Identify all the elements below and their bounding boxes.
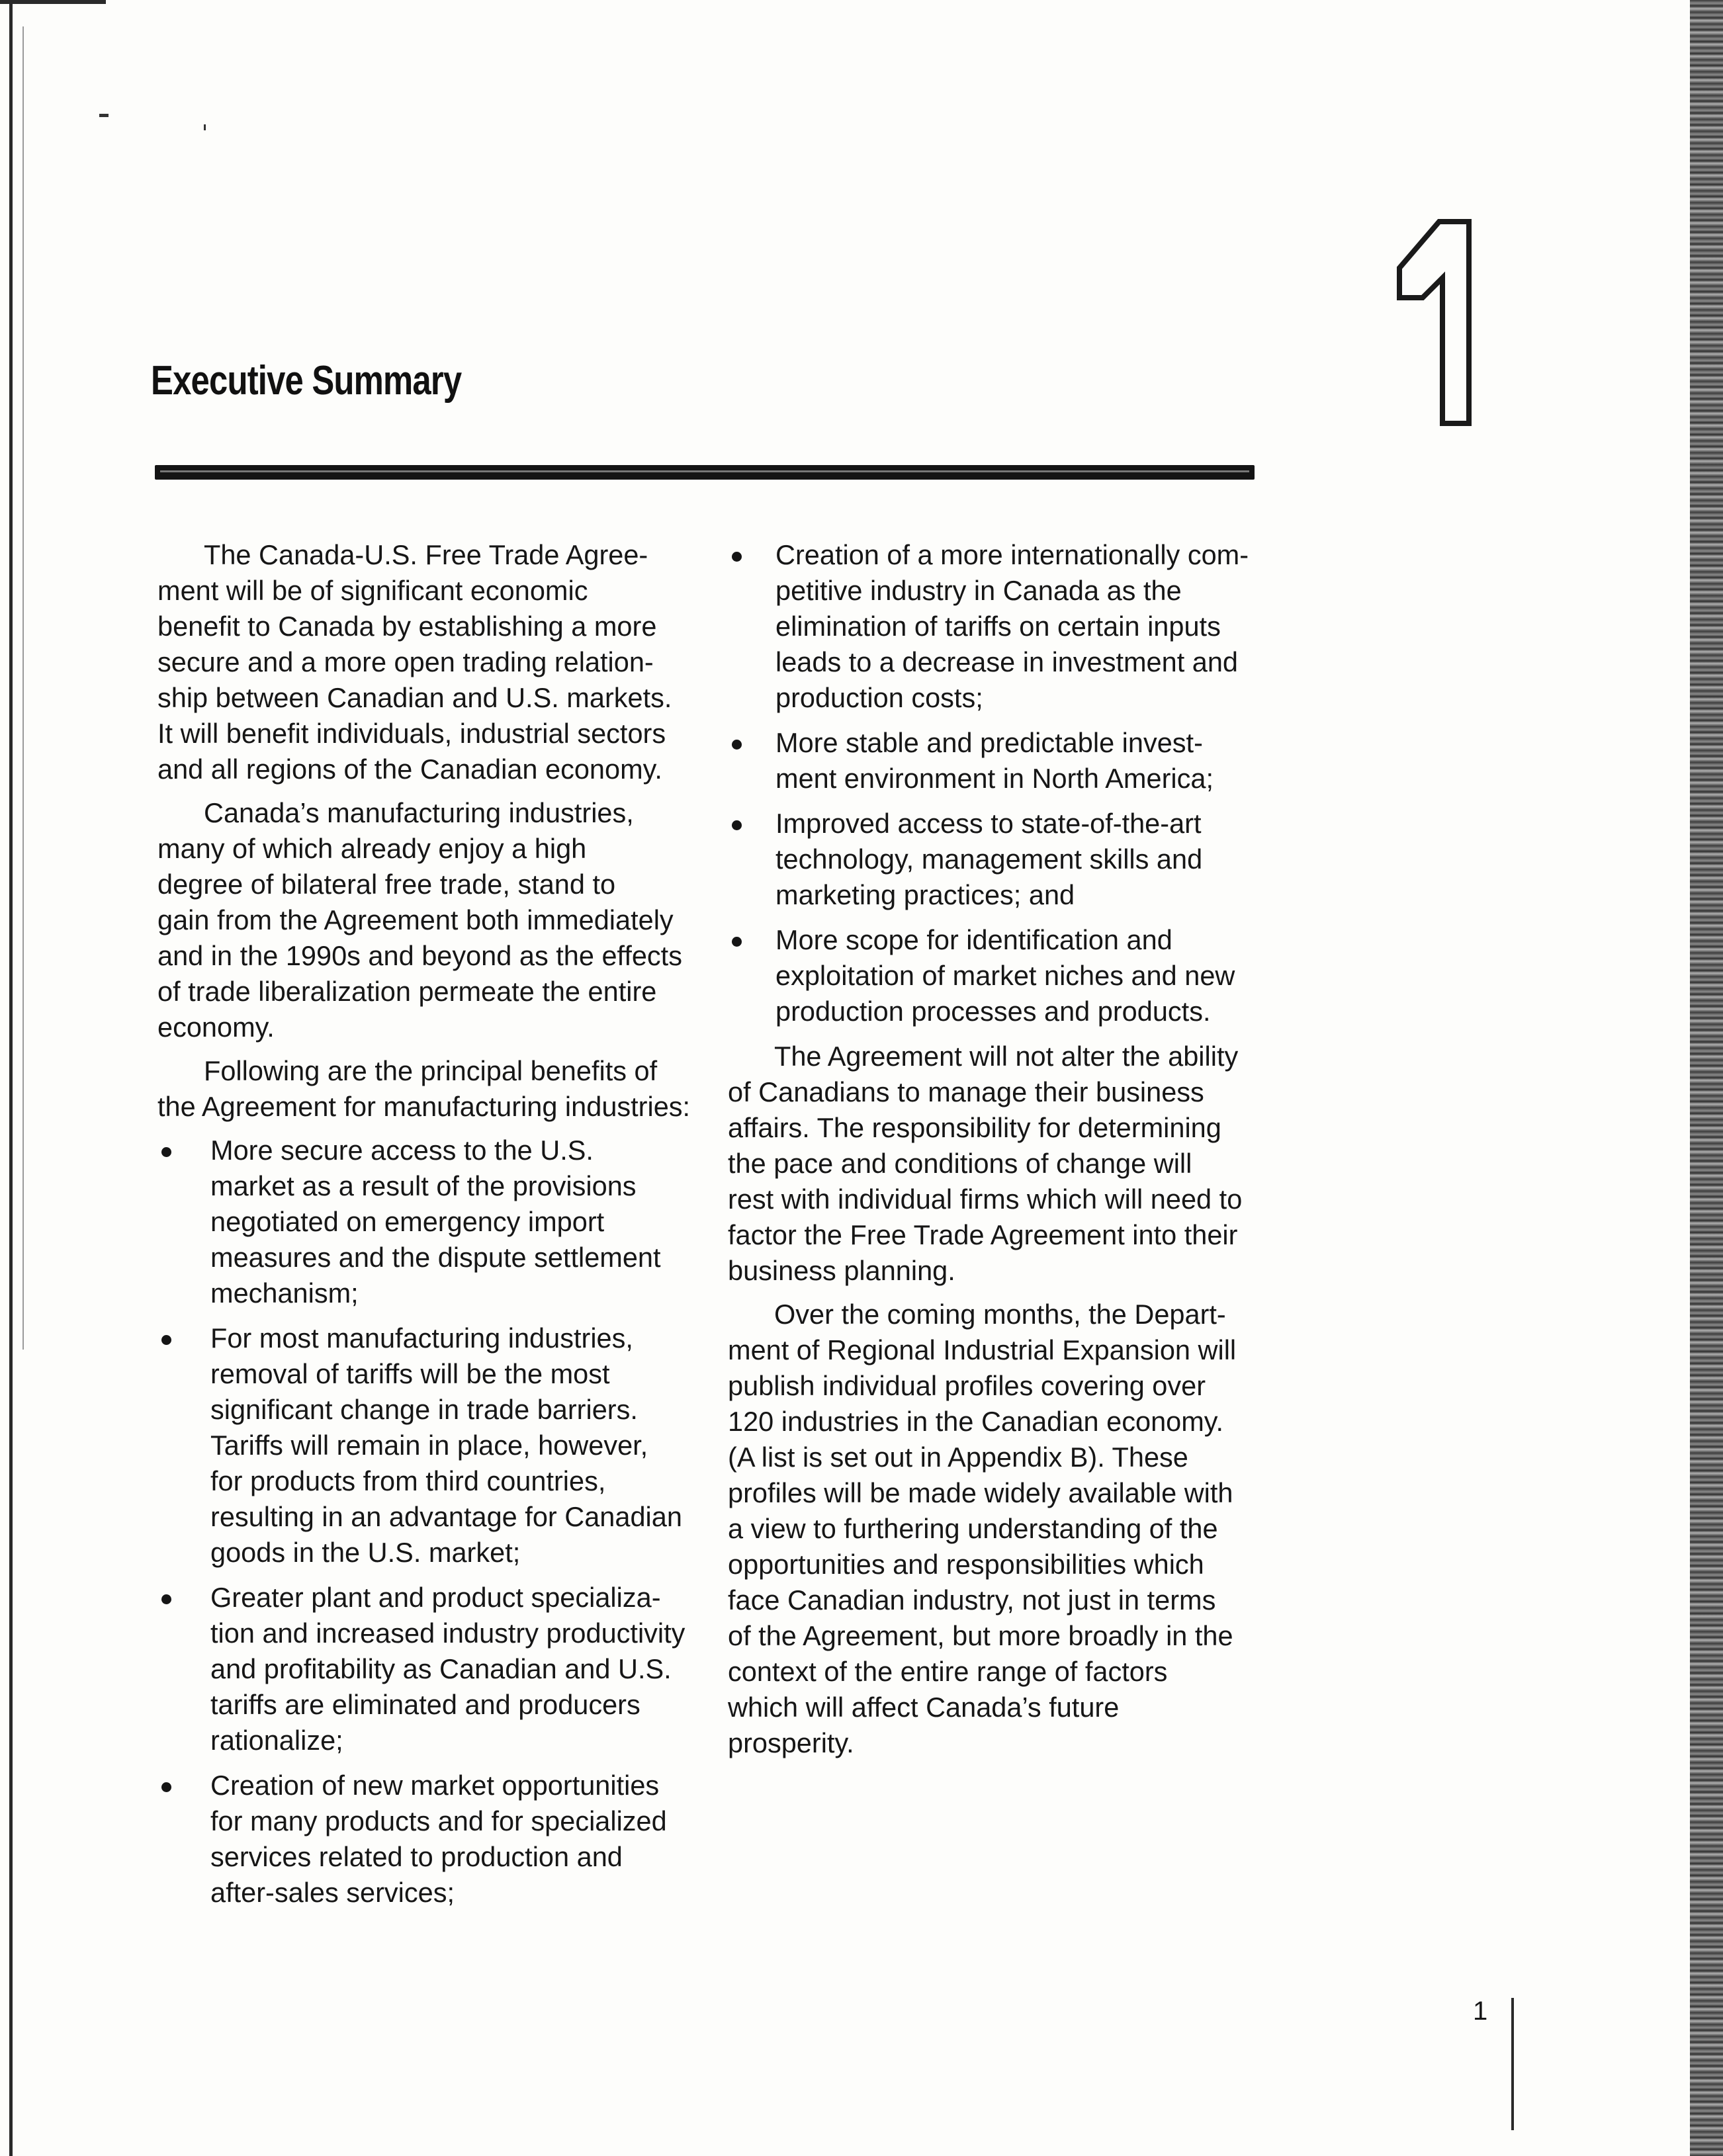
text-line: technology, management skills and (775, 843, 1203, 875)
text-line: More scope for identification and (775, 924, 1172, 955)
text-line: secure and a more open trading relation- (157, 646, 654, 677)
text-line: publish individual profiles covering over (728, 1370, 1206, 1401)
list-item (157, 1768, 693, 1911)
text-line: petitive industry in Canada as the (775, 575, 1182, 606)
text-line: a view to furthering understanding of the (728, 1513, 1218, 1544)
text-line: More secure access to the U.S. (210, 1135, 594, 1166)
text-line: for products from third countries, (210, 1465, 606, 1496)
benefits-list-right (728, 537, 1264, 1029)
text-line: affairs. The responsibility for determining (728, 1112, 1221, 1143)
text-line: rationalize; (210, 1725, 343, 1756)
text-line: ment will be of significant economic (157, 575, 588, 606)
text-line: Over the coming months, the Depart- (774, 1299, 1226, 1330)
text-line: benefit to Canada by establishing a more (157, 611, 657, 642)
scan-edge-top (0, 0, 106, 4)
text-line: face Canadian industry, not just in terms (728, 1584, 1216, 1616)
text-line: mechanism; (210, 1277, 359, 1309)
text-line: degree of bilateral free trade, stand to (157, 869, 616, 900)
text-line: measures and the dispute settlement (210, 1242, 661, 1273)
list-item (728, 806, 1264, 913)
paragraph-business-affairs (728, 1039, 1264, 1289)
text-line: It will benefit individuals, industrial sectors (157, 718, 666, 749)
text-line: economy. (157, 1012, 275, 1043)
list-item (157, 1580, 693, 1758)
text-line: leads to a decrease in investment and (775, 646, 1239, 677)
text-line: the Agreement for manufacturing industries: (157, 1091, 691, 1122)
text-line: tariffs are eliminated and producers (210, 1689, 641, 1720)
text-line: services related to production and (210, 1841, 623, 1872)
list-item (728, 537, 1264, 716)
paragraph-benefits-intro (157, 1053, 693, 1125)
scan-edge-left-inner (22, 26, 24, 1350)
right-column (728, 537, 1264, 1769)
text-line: Canada’s manufacturing industries, (204, 797, 634, 828)
text-line: gain from the Agreement both immediately (157, 904, 674, 935)
text-line: and in the 1990s and beyond as the effects (157, 940, 682, 971)
text-line: rest with individual firms which will need to (728, 1184, 1243, 1215)
text-line: after-sales services; (210, 1877, 455, 1908)
text-line: exploitation of market niches and new (775, 960, 1235, 991)
page-title: Executive Summary (151, 358, 462, 404)
text-line: market as a result of the provisions (210, 1170, 637, 1201)
text-line: Improved access to state-of-the-art (775, 808, 1202, 839)
scan-speck (99, 114, 109, 117)
text-line: ship between Canadian and U.S. markets. (157, 682, 672, 713)
text-line: For most manufacturing industries, (210, 1322, 633, 1354)
text-line: ment environment in North America; (775, 763, 1214, 794)
text-line: for many products and for specialized (210, 1805, 667, 1836)
list-item (157, 1320, 693, 1571)
page-number-rule (1511, 1998, 1514, 2130)
scan-edge-left (9, 0, 13, 2156)
text-line: factor the Free Trade Agreement into their (728, 1219, 1238, 1250)
text-line: Tariffs will remain in place, however, (210, 1430, 648, 1461)
text-line: which will affect Canada’s future (728, 1692, 1120, 1723)
text-line: negotiated on emergency import (210, 1206, 605, 1237)
benefits-list-left (157, 1133, 693, 1911)
text-line: 120 industries in the Canadian economy. (728, 1406, 1224, 1437)
text-line: elimination of tariffs on certain inputs (775, 611, 1221, 642)
text-line: production processes and products. (775, 996, 1211, 1027)
text-line: Creation of a more internationally com- (775, 539, 1249, 570)
text-line: and profitability as Canadian and U.S. (210, 1653, 672, 1684)
scan-edge-right (1690, 0, 1723, 2156)
list-item (157, 1133, 693, 1311)
paragraph-intro (157, 537, 693, 787)
text-line: of trade liberalization permeate the entire (157, 976, 657, 1007)
text-line: tion and increased industry productivity (210, 1617, 685, 1649)
text-line: The Canada-U.S. Free Trade Agree- (204, 539, 648, 570)
text-line: opportunities and responsibilities which (728, 1549, 1204, 1580)
text-line: the pace and conditions of change will (728, 1148, 1192, 1179)
text-line: resulting in an advantage for Canadian (210, 1501, 682, 1532)
paragraph-manufacturing (157, 795, 693, 1045)
text-line: marketing practices; and (775, 879, 1075, 910)
text-line: production costs; (775, 682, 983, 713)
text-line: of the Agreement, but more broadly in the (728, 1620, 1233, 1651)
text-line: many of which already enjoy a high (157, 833, 587, 864)
text-line: More stable and predictable invest- (775, 727, 1203, 758)
page-number: 1 (1473, 1997, 1488, 2026)
list-item (728, 922, 1264, 1029)
paragraph-profiles (728, 1297, 1264, 1761)
scan-speck (204, 124, 206, 130)
list-item (728, 725, 1264, 797)
text-line: Following are the principal benefits of (204, 1055, 658, 1086)
text-line: and all regions of the Canadian economy. (157, 754, 662, 785)
title-rule (155, 465, 1255, 480)
text-line: goods in the U.S. market; (210, 1537, 521, 1568)
left-column (157, 537, 693, 1920)
text-line: ment of Regional Industrial Expansion will (728, 1334, 1237, 1365)
text-line: business planning. (728, 1255, 955, 1286)
text-line: profiles will be made widely available with (728, 1477, 1233, 1508)
text-line: removal of tariffs will be the most (210, 1358, 610, 1389)
chapter-number-graphic (1393, 215, 1485, 433)
text-line: context of the entire range of factors (728, 1656, 1168, 1687)
text-line: (A list is set out in Appendix B). These (728, 1442, 1188, 1473)
text-line: prosperity. (728, 1727, 854, 1758)
text-line: Greater plant and product specializa- (210, 1582, 661, 1613)
text-line: of Canadians to manage their business (728, 1076, 1204, 1107)
text-line: The Agreement will not alter the ability (774, 1041, 1239, 1072)
text-line: significant change in trade barriers. (210, 1394, 638, 1425)
text-line: Creation of new market opportunities (210, 1770, 660, 1801)
